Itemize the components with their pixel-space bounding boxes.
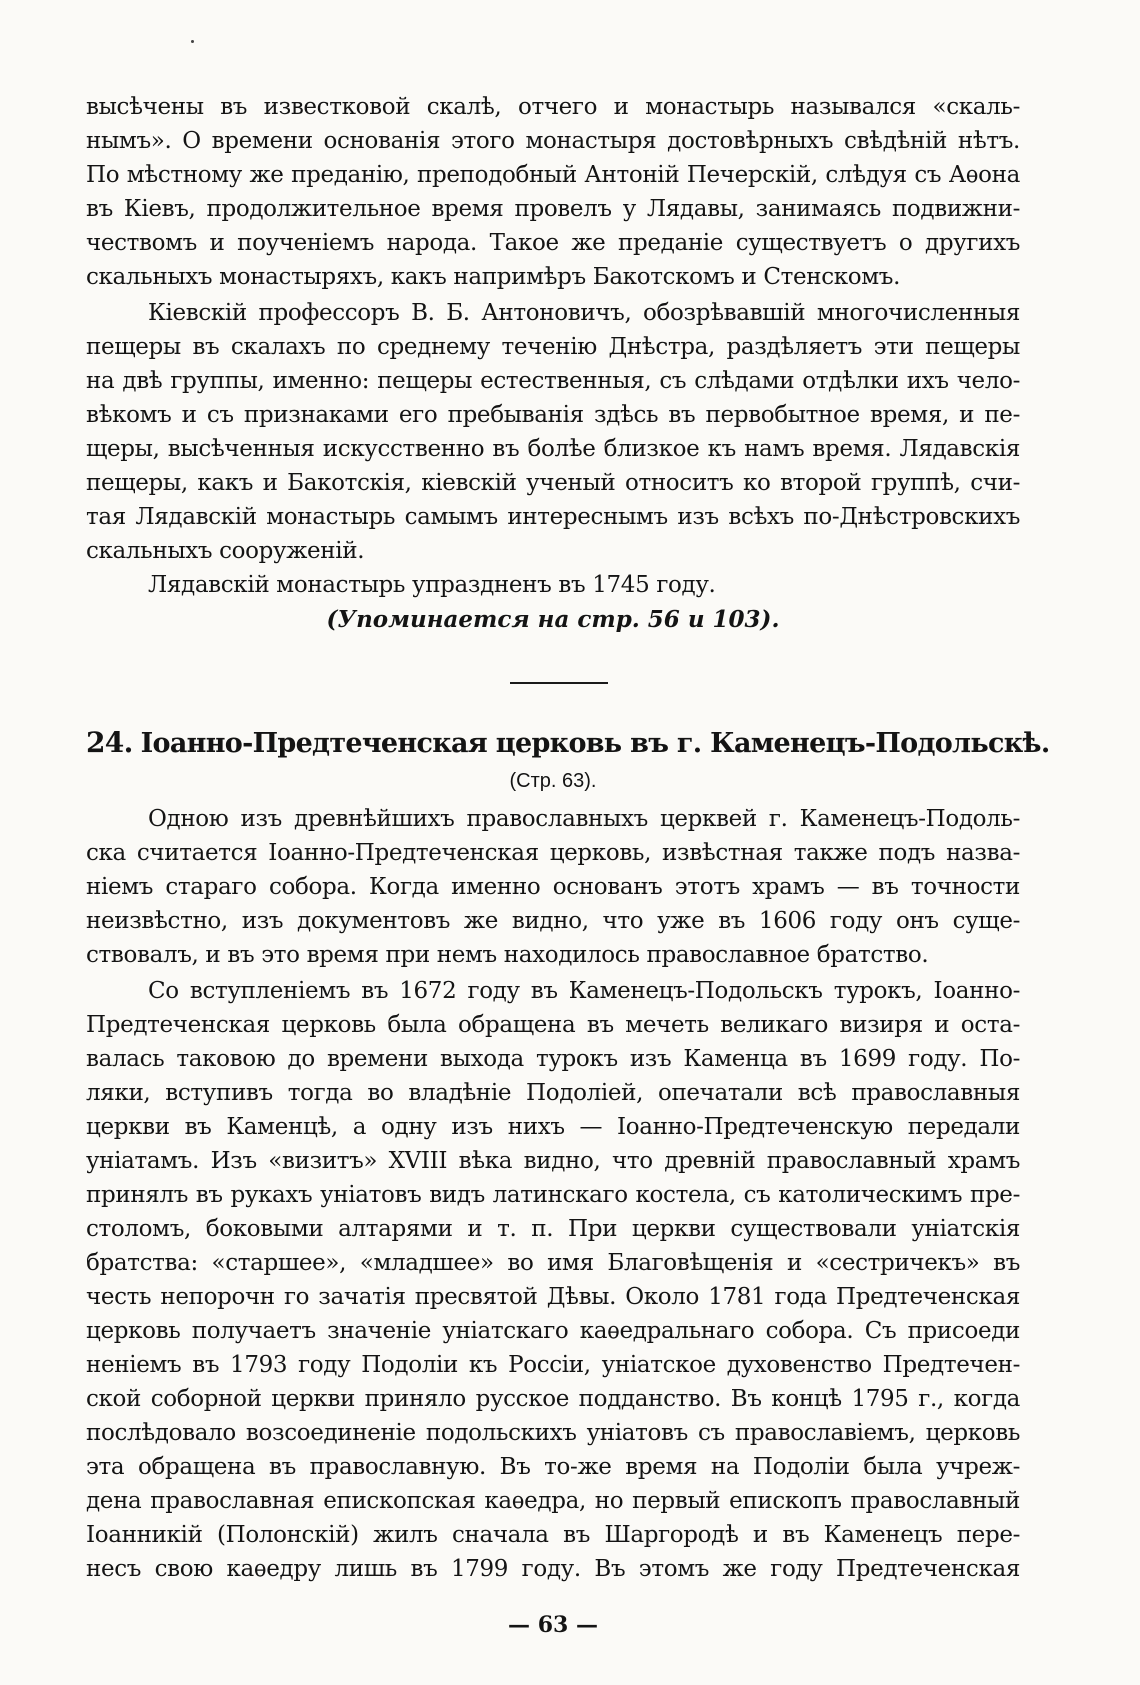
mention-note: (Упоминается на стр. 56 и 103). <box>326 606 780 633</box>
page-number: — 63 — <box>508 1612 598 1638</box>
section-heading <box>86 726 1050 761</box>
text-line: въ Кіевъ, продолжительное время провелъ у Лядавы, занимаясь подвижни- <box>86 196 1020 222</box>
text-line: пещеры, какъ и Бакотскія, кіевскій ученый относитъ ко второй группѣ, счи- <box>86 470 1020 496</box>
text-line: эта обращена въ православную. Въ то-же время на Подоліи была учреж- <box>86 1454 1020 1480</box>
text-line: пещеры въ скалахъ по среднему теченію Днѣстра, раздѣляетъ эти пещеры <box>86 334 1020 360</box>
text-line: на двѣ группы, именно: пещеры естественныя, съ слѣдами отдѣлки ихъ чело- <box>86 368 1020 394</box>
text-line: ляки, вступивъ тогда во владѣніе Подоліей, опечатали всѣ православныя <box>86 1080 1020 1106</box>
text-line: скальныхъ монастыряхъ, какъ напримѣръ Бакотскомъ и Стенскомъ. <box>86 264 901 290</box>
text-line: чествомъ и поученіемъ народа. Такое же преданіе существуетъ о другихъ <box>86 230 1020 256</box>
text-line: вѣкомъ и съ признаками его пребыванія здѣсь въ первобытное время, и пе- <box>86 402 1020 428</box>
section-divider <box>510 682 608 684</box>
text-line: скальныхъ сооруженій. <box>86 538 365 564</box>
text-line: Со вступленіемъ въ 1672 году въ Каменецъ-Подольскъ турокъ, Іоанно- <box>148 978 1020 1004</box>
text-line: Предтеченская церковь была обращена въ мечеть великаго визиря и оста- <box>86 1012 1020 1038</box>
page-reference: (Стр. 63). <box>509 770 597 792</box>
text-line: послѣдовало возсоединеніе подольскихъ уніатовъ съ православіемъ, церковь <box>86 1420 1020 1446</box>
text-line: высѣчены въ известковой скалѣ, отчего и монастырь назывался «скаль- <box>86 94 1020 120</box>
text-line: несъ свою каѳедру лишь въ 1799 году. Въ этомъ же году Предтеченская <box>86 1556 1020 1582</box>
text-line: По мѣстному же преданію, преподобный Антоній Печерскій, слѣдуя съ Аѳона <box>86 162 1020 188</box>
scan-speck <box>191 40 194 43</box>
section-number: 24. <box>86 726 133 759</box>
text-line: Іоанникій (Полонскій) жилъ сначала въ Шаргородѣ и въ Каменецъ пере- <box>86 1522 1020 1548</box>
text-line: Одною изъ древнѣйшихъ православныхъ церквей г. Каменецъ-Подоль- <box>148 806 1020 832</box>
text-line: ствовалъ, и въ это время при немъ находилось православное братство. <box>86 942 929 968</box>
text-line: столомъ, боковыми алтарями и т. п. При церкви существовали уніатскія <box>86 1216 1020 1242</box>
text-line: неизвѣстно, изъ документовъ же видно, что уже въ 1606 году онъ суще- <box>86 908 1020 934</box>
text-line: церкви въ Каменцѣ, а одну изъ нихъ — Іоанно-Предтеченскую передали <box>86 1114 1020 1140</box>
text-line: принялъ въ рукахъ уніатовъ видъ латинскаго костела, съ католическимъ пре- <box>86 1182 1020 1208</box>
text-line: уніатамъ. Изъ «визитъ» XVIII вѣка видно, что древній православный храмъ <box>86 1148 1020 1174</box>
text-line: тая Лядавскій монастырь самымъ интереснымъ изъ всѣхъ по-Днѣстровскихъ <box>86 504 1020 530</box>
text-line: Лядавскій монастырь упраздненъ въ 1745 году. <box>148 572 716 598</box>
text-line: братства: «старшее», «младшее» во имя Благовѣщенія и «сестричекъ» въ <box>86 1250 1020 1276</box>
text-line: нымъ». О времени основанія этого монастыря достовѣрныхъ свѣдѣній нѣтъ. <box>86 128 1020 154</box>
section-title: Іоанно-Предтеченская церковь въ г. Каменецъ-Подольскѣ. <box>140 728 1050 759</box>
text-line: неніемъ въ 1793 году Подоліи къ Россіи, уніатское духовенство Предтечен- <box>86 1352 1020 1378</box>
text-line: ска считается Іоанно-Предтеченская церковь, извѣстная также подъ назва- <box>86 840 1020 866</box>
text-line: церковь получаетъ значеніе уніатскаго каѳедральнаго собора. Съ присоеди <box>86 1318 1020 1344</box>
text-line: валась таковою до времени выхода турокъ изъ Каменца въ 1699 году. По- <box>86 1046 1020 1072</box>
text-line: дена православная епископская каѳедра, но первый епископъ православный <box>86 1488 1020 1514</box>
text-line: щеры, высѣченныя искусственно въ болѣе близкое къ намъ время. Лядавскія <box>86 436 1020 462</box>
text-line: честь непорочн го зачатія пресвятой Дѣвы. Около 1781 года Предтеченская <box>86 1284 1020 1310</box>
text-line: ской соборной церкви приняло русское подданство. Въ концѣ 1795 г., когда <box>86 1386 1020 1412</box>
text-line: ніемъ стараго собора. Когда именно основанъ этотъ храмъ — въ точности <box>86 874 1020 900</box>
text-line: Кіевскій профессоръ В. Б. Антоновичъ, обозрѣвавшій многочисленныя <box>148 300 1020 326</box>
